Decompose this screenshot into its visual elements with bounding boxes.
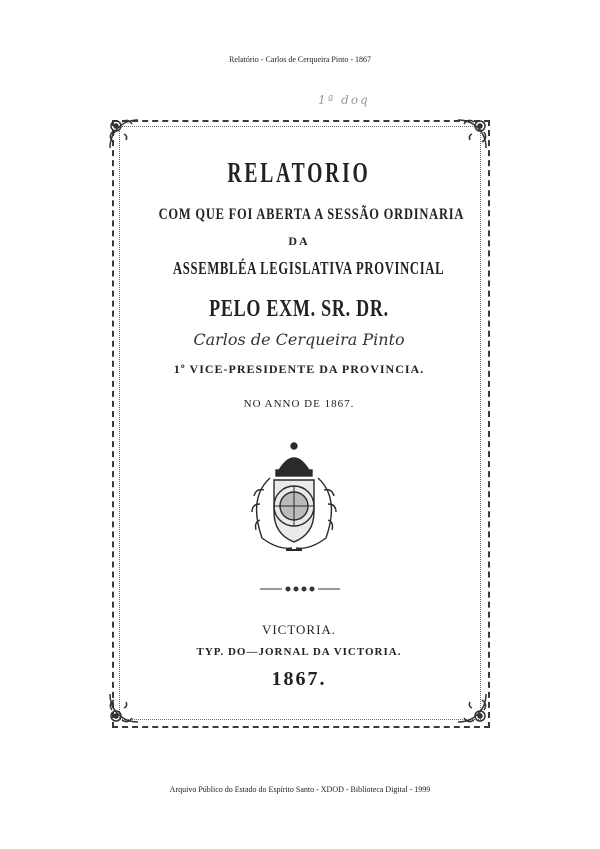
document-title: RELATORIO	[227, 158, 371, 189]
title-line-by: PELO EXM. SR. DR.	[209, 296, 389, 322]
imprint-place: VICTORIA.	[261, 622, 337, 637]
author-signature: Carlos de Cerqueira Pinto	[193, 330, 405, 349]
corner-ornament-bottom-right-icon	[452, 688, 492, 728]
handwritten-note: 1ª doq	[318, 93, 370, 107]
author-office: 1º VICE-PRESIDENTE DA PROVINCIA.	[173, 362, 425, 376]
corner-ornament-top-right-icon	[452, 114, 492, 154]
title-line-assembly: ASSEMBLÉA LEGISLATIVA PROVINCIAL	[173, 258, 445, 278]
corner-ornament-bottom-left-icon	[104, 688, 144, 728]
page-header: Relatório - Carlos de Cerqueira Pinto - 1867	[229, 55, 371, 64]
title-line-da: DA	[288, 234, 310, 248]
page-footer: Arquivo Público do Estado do Espírito Santo - XDOD - Biblioteca Digital - 1999	[169, 785, 431, 794]
title-line-session: COM QUE FOI ABERTA A SESSÃO ORDINARIA	[158, 206, 465, 223]
title-line-year: NO ANNO DE 1867.	[243, 398, 355, 410]
imprint-printer: TYP. DO—JORNAL DA VICTORIA.	[196, 646, 402, 658]
imprint-year: 1867.	[271, 668, 327, 690]
corner-ornament-top-left-icon	[104, 114, 144, 154]
imperial-coat-of-arms-icon	[228, 438, 360, 558]
ornamental-rule-icon	[260, 584, 340, 594]
